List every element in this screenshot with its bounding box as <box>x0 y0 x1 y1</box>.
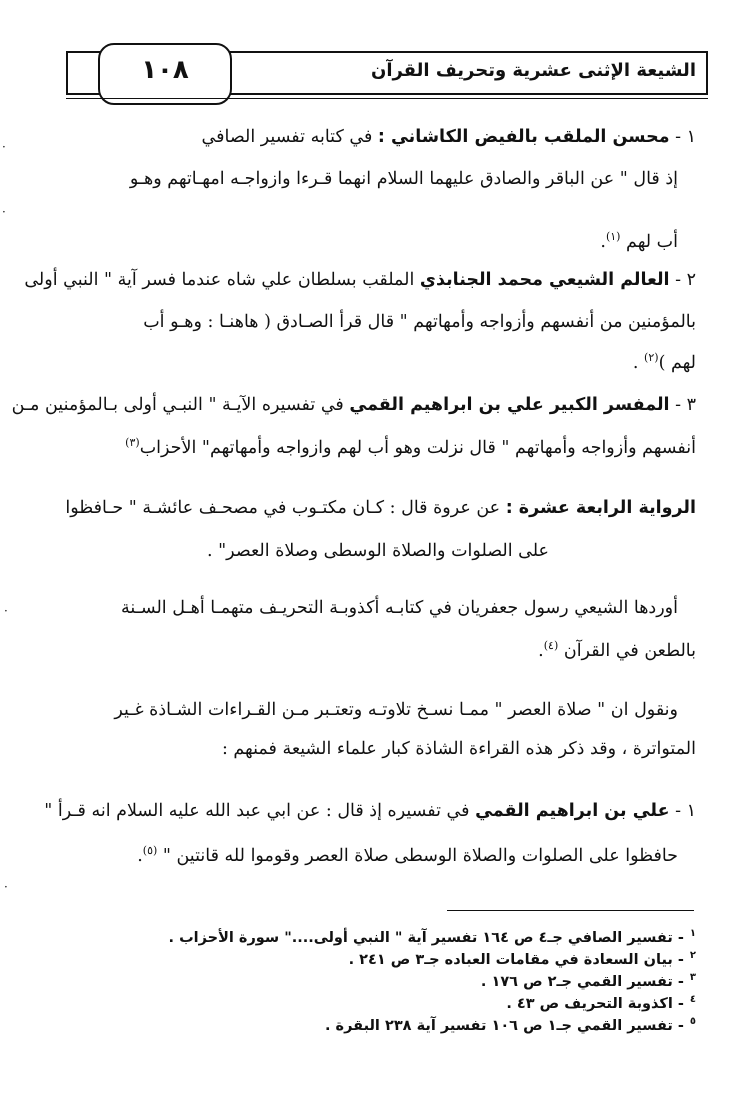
item-text: أنفسهم وأزواجه وأمهاتهم " قال نزلت وهو أب لهم وازواجه وأمهاتهم" الأحزاب <box>139 437 696 458</box>
scan-speck: · <box>4 604 8 618</box>
item-2-line-1 <box>24 272 696 290</box>
footnote-2 <box>349 950 696 968</box>
footnote-text: - تفسير القمي جـ٢ ص ١٧٦ . <box>480 973 684 990</box>
footnote-ref: (٢) <box>644 351 659 364</box>
scholar-name: محسن الملقب بالفيض الكاشاني : <box>377 127 670 147</box>
item-text: حافظوا على الصلوات والصلاة الوسطى صلاة العصر وقوموا لله قانتين " <box>162 845 678 866</box>
footnote-1 <box>169 928 696 946</box>
running-header <box>66 51 708 95</box>
para-text: بالطعن في القرآن <box>563 640 696 661</box>
footnote-text: - تفسير القمي جـ١ ص ١٠٦ تفسير آية ٢٣٨ البقرة . <box>325 1017 684 1034</box>
footnote-number: ٤ <box>689 994 696 1005</box>
item-1-line-1 <box>202 129 696 147</box>
page-number: ١٠٨ <box>141 55 189 85</box>
footnote-number: ١ <box>689 928 696 939</box>
para-6-line-1: ونقول ان " صلاة العصر " ممـا نسـخ تلاوتـه وتعتـبر مـن القـراءات الشـاذة غـير <box>114 700 678 720</box>
header-underline <box>66 98 708 99</box>
para-5-line-1: أوردها الشيعي رسول جعفريان في كتابـه أكذوبـة التحريـف متهمـا أهـل السـنة <box>121 598 678 618</box>
item-number: ٢ - <box>675 270 696 290</box>
footnote-text: - اكذوبة التحريف ص ٤٣ . <box>506 995 684 1012</box>
item-3-line-1 <box>12 397 696 415</box>
item-1b-line-2: حافظوا على الصلوات والصلاة الوسطى صلاة العصر وقوموا لله قانتين " $^{(٥)}$. <box>137 844 678 866</box>
footnote-5 <box>325 1016 696 1034</box>
footnote-separator <box>447 910 694 911</box>
narration-heading: الرواية الرابعة عشرة : <box>505 498 696 518</box>
footnote-ref: (١) <box>605 230 621 243</box>
page-number-frame <box>98 43 232 105</box>
footnote-4 <box>506 994 696 1012</box>
footnote-ref: (٤) <box>543 639 559 652</box>
footnote-ref: (٣) <box>125 436 140 449</box>
footnote-3 <box>481 972 696 990</box>
item-text: لهم ) <box>658 352 696 373</box>
scan-speck: · <box>4 880 8 894</box>
item-text: أب لهم <box>626 231 678 252</box>
scholar-name: علي بن ابراهيم القمي <box>475 801 670 821</box>
footnote-number: ٢ <box>689 950 696 961</box>
item-2-line-2: بالمؤمنين من أنفسهم وأزواجه وأمهاتهم " قال قرأ الصـادق ( هاهنـا : وهـو أب <box>143 312 696 332</box>
item-text: الملقب بسلطان علي شاه عندما فسر آية " النبي أولى <box>24 270 415 290</box>
footnote-ref: (٥) <box>142 844 158 857</box>
item-1-line-3: أب لهم $^{(١)}$. <box>600 230 678 252</box>
narration-14-line-1 <box>65 500 696 518</box>
footnote-number: ٥ <box>689 1016 696 1027</box>
item-text: في كتابه تفسير الصافي <box>201 127 373 147</box>
item-number: ٣ - <box>675 395 696 415</box>
item-1b-line-1 <box>44 803 696 821</box>
item-number: ١ - <box>675 801 696 821</box>
scan-speck: · <box>2 140 6 154</box>
footnote-number: ٣ <box>689 972 696 983</box>
running-header-title: الشيعة الإثنى عشرية وتحريف القرآن <box>370 60 696 81</box>
footnote-text: - تفسير الصافي جـ٤ ص ١٦٤ تفسير آية " النبي أولى...." سورة الأحزاب . <box>168 929 684 946</box>
scholar-name: المفسر الكبير علي بن ابراهيم القمي <box>349 395 670 415</box>
item-text: في تفسيره إذ قال : عن ابي عبد الله عليه السلام انه قـرأ " <box>44 801 470 821</box>
item-1-line-2: إذ قال " عن الباقر والصادق عليهما السلام انهما قـرءا وازواجـه امهـاتهم وهـو <box>129 169 678 189</box>
para-6-line-2: المتواترة ، وقد ذكر هذه القراءة الشاذة كبار علماء الشيعة فمنهم : <box>221 739 696 759</box>
scholar-name: العالم الشيعي محمد الجنابذي <box>419 270 670 290</box>
narration-14-line-2: على الصلوات والصلاة الوسطى وصلاة العصر" . <box>206 541 549 561</box>
narration-text: عن عروة قال : كـان مكتـوب في مصحـف عائشـة " حـافظوا <box>65 498 501 518</box>
footnote-text: - بيان السعادة في مقامات العباده جـ٣ ص ٢٤١ . <box>348 951 684 968</box>
item-2-line-3: لهم )$^{(٢)}$ . <box>632 351 696 373</box>
scan-speck: · <box>2 205 6 219</box>
para-5-line-2: بالطعن في القرآن $^{(٤)}$. <box>538 639 696 661</box>
item-3-line-2 <box>125 437 696 457</box>
item-number: ١ - <box>675 127 696 147</box>
item-text: في تفسيره الآيـة " النبـي أولى بـالمؤمنين مـن <box>11 395 344 415</box>
